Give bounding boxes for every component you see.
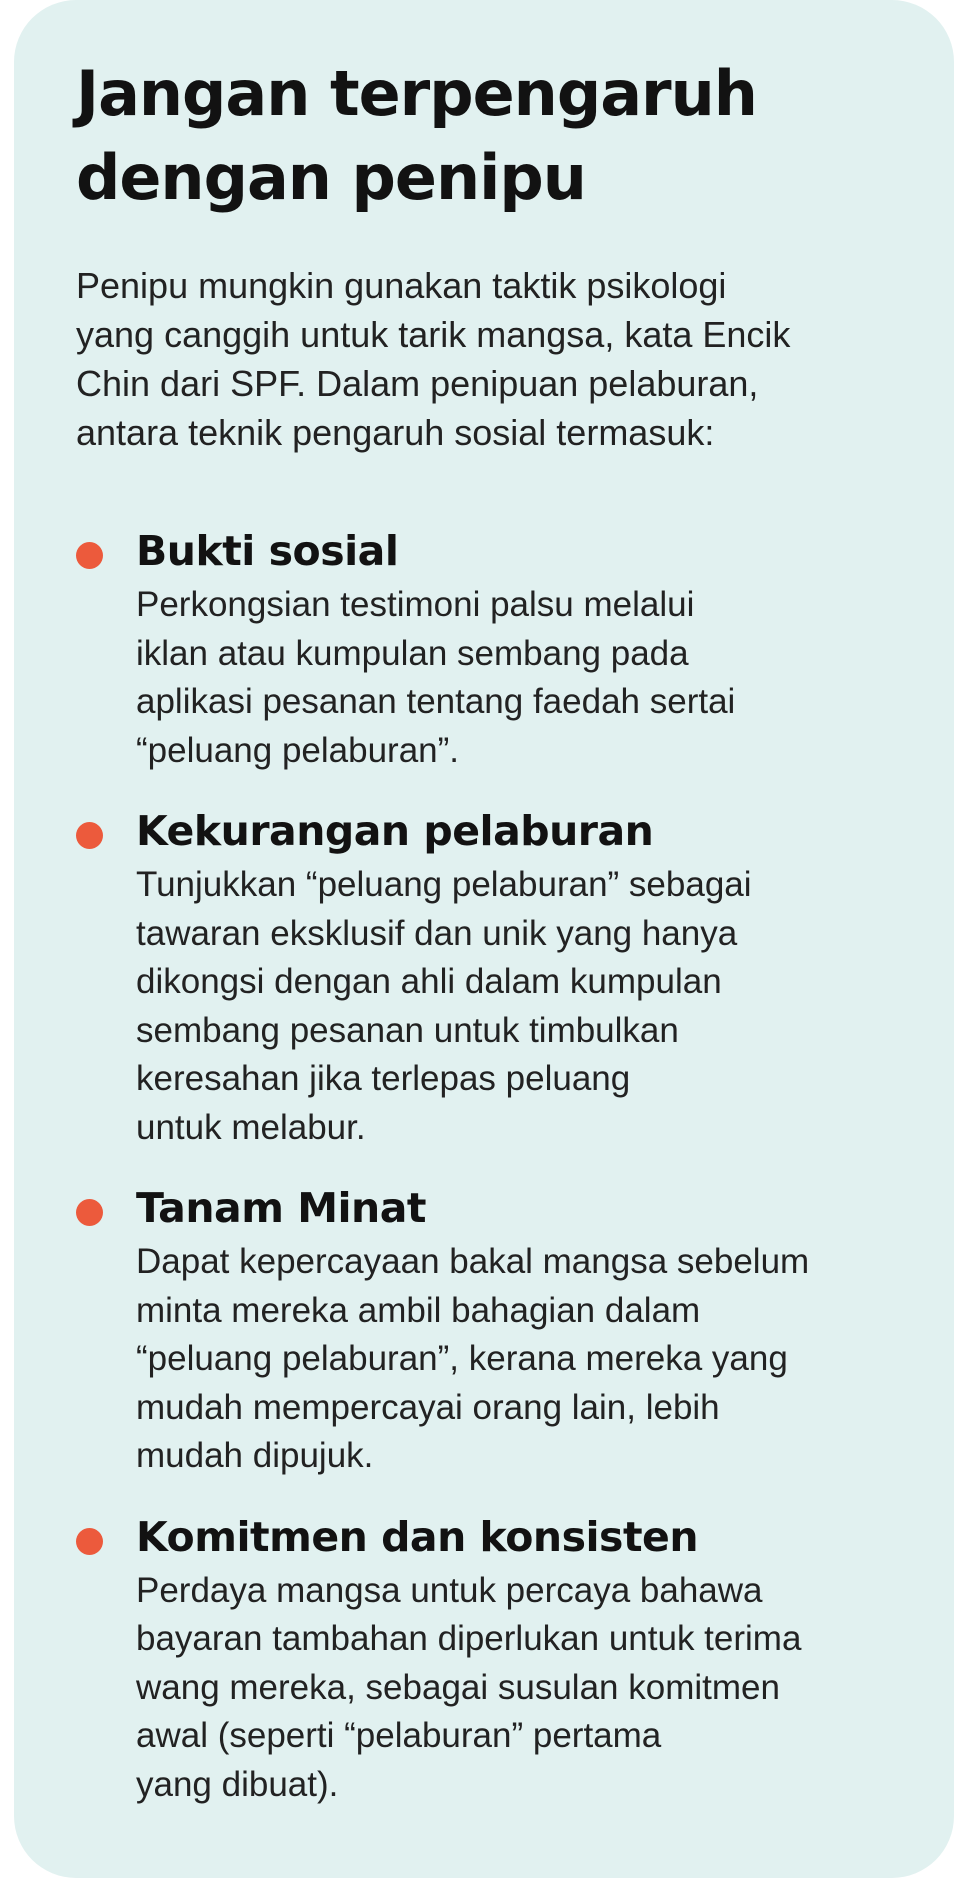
description-line: tawaran eksklusif dan unik yang hanya — [136, 913, 738, 953]
description-line: Perkongsian testimoni palsu melalui — [136, 585, 695, 624]
description-line: untuk melabur. — [136, 1107, 366, 1147]
item-description — [136, 581, 924, 775]
description-line: “peluang pelaburan”, kerana mereka yang — [136, 1339, 788, 1378]
list-item — [76, 1509, 924, 1810]
description-line: bayaran tambahan diperlukan untuk terima — [136, 1619, 802, 1658]
description-line: dikongsi dengan ahli dalam kumpulan — [136, 962, 722, 1001]
item-heading: Bukti sosial — [136, 527, 399, 575]
title-line: dengan penipu — [76, 141, 586, 214]
item-description — [136, 1238, 924, 1481]
item-heading: Tanam Minat — [136, 1184, 427, 1232]
description-line: sembang pesanan untuk timbulkan — [136, 1010, 679, 1050]
list-item — [76, 803, 924, 1152]
item-description — [136, 861, 924, 1152]
intro-line: Chin dari SPF. Dalam penipuan pelaburan, — [76, 363, 759, 404]
list-item — [76, 1180, 924, 1481]
description-line: aplikasi pesanan tentang faedah sertai — [136, 682, 736, 721]
intro-line: yang canggih untuk tarik mangsa, kata Encik — [76, 314, 791, 355]
infographic-card — [14, 0, 954, 1878]
description-line: keresahan jika terlepas peluang — [136, 1059, 631, 1098]
description-line: “peluang pelaburan”. — [136, 730, 460, 770]
description-line: wang mereka, sebagai susulan komitmen — [136, 1667, 780, 1707]
bullet-dot-icon — [76, 822, 103, 849]
description-line: awal (seperti “pelaburan” pertama — [136, 1716, 662, 1755]
description-line: mudah mempercayai orang lain, lebih — [136, 1387, 720, 1427]
technique-list — [76, 523, 924, 1809]
intro-line: Penipu mungkin gunakan taktik psikologi — [76, 265, 727, 306]
description-line: mudah dipujuk. — [136, 1436, 374, 1475]
description-line: Dapat kepercayaan bakal mangsa sebelum — [136, 1242, 810, 1281]
item-description — [136, 1567, 924, 1810]
intro-line: antara teknik pengaruh sosial termasuk: — [76, 412, 715, 453]
description-line: Tunjukkan “peluang pelaburan” sebagai — [136, 865, 752, 904]
bullet-dot-icon — [76, 542, 103, 569]
bullet-dot-icon — [76, 1199, 103, 1226]
description-line: iklan atau kumpulan sembang pada — [136, 633, 689, 673]
bullet-dot-icon — [76, 1528, 103, 1555]
list-item — [76, 523, 924, 775]
description-line: yang dibuat). — [136, 1764, 339, 1804]
title-line: Jangan terpengaruh — [76, 57, 757, 130]
item-heading: Komitmen dan konsisten — [136, 1512, 699, 1561]
page-title — [76, 52, 924, 220]
description-line: minta mereka ambil bahagian dalam — [136, 1290, 701, 1330]
item-heading: Kekurangan pelaburan — [136, 807, 654, 855]
intro-paragraph — [76, 261, 924, 457]
description-line: Perdaya mangsa untuk percaya bahawa — [136, 1570, 763, 1610]
